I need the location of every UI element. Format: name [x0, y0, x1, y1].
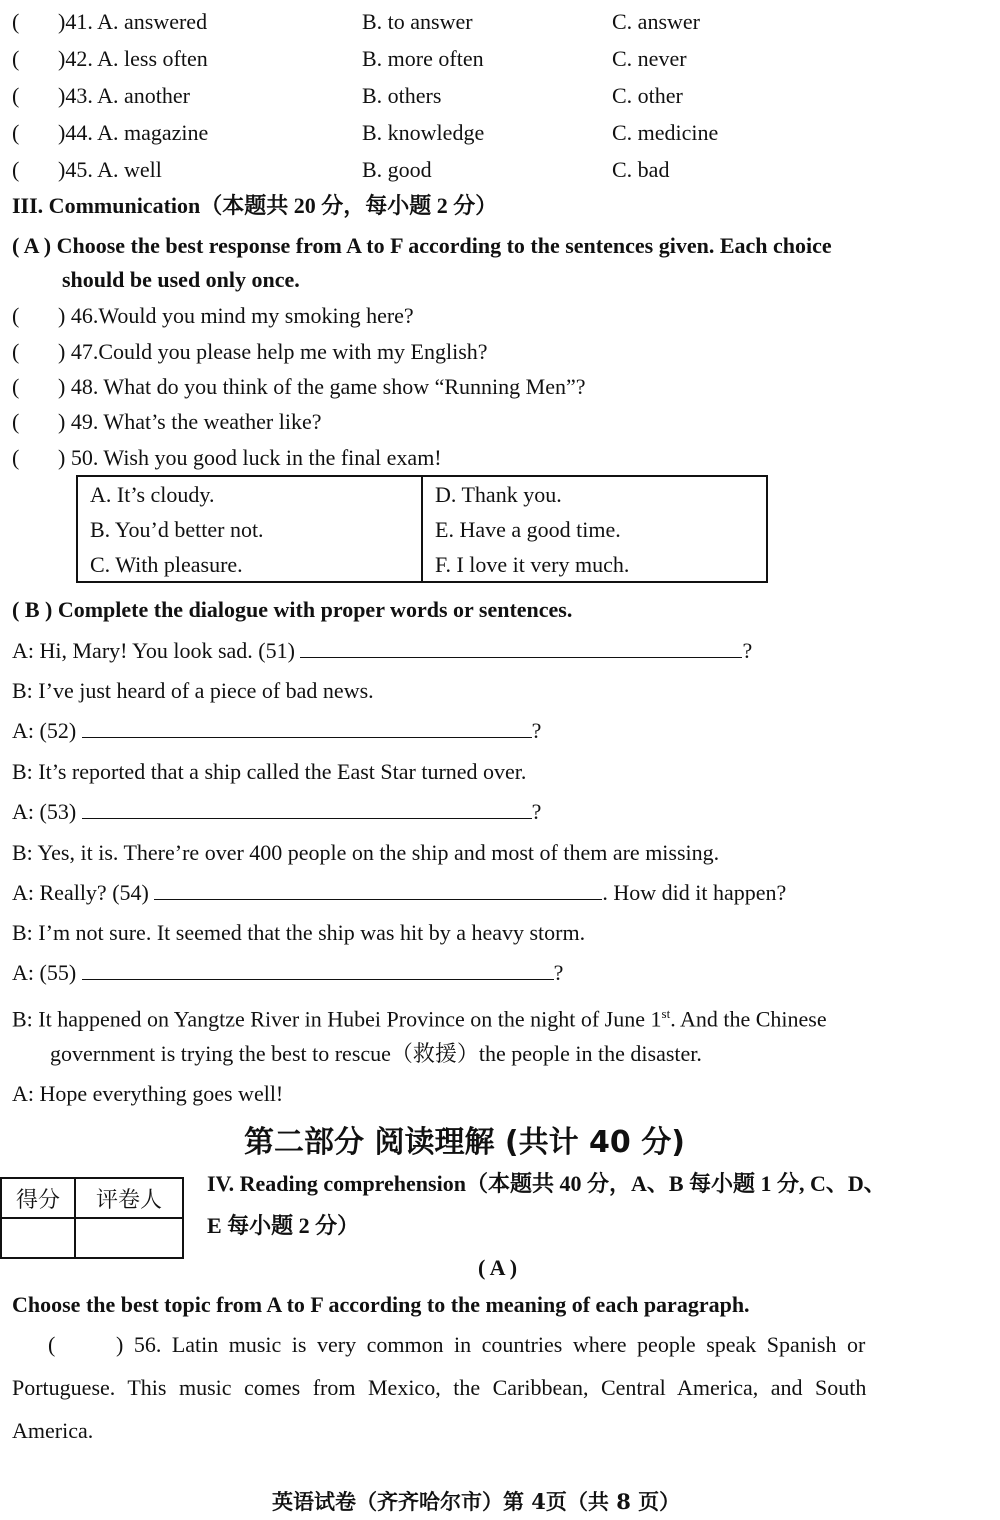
part-b-instruction: ( B ) Complete the dialogue with proper words or sentences.: [12, 597, 573, 622]
dialogue-line: A: Hope everything goes well!: [12, 1081, 284, 1106]
ordinal-suffix: st: [661, 1006, 671, 1021]
mc-paren: (: [12, 157, 20, 182]
dialogue-line-cont: government is trying the best to rescue（救援）the people in the disaster.: [50, 1041, 702, 1066]
question-paren: (: [12, 303, 20, 328]
mc-option-c: C. medicine: [612, 120, 719, 145]
section-4-title: IV. Reading comprehension（本题共 40 分，A、B 每小题 1 分, C、D、: [207, 1171, 886, 1196]
mc-option-a: )43. A. another: [58, 83, 190, 108]
mc-paren: (: [12, 46, 20, 71]
answer-blank-55[interactable]: [82, 959, 554, 980]
paragraph-56-line: ) 56. Latin music is very common in countries where people speak Spanish or: [116, 1332, 866, 1357]
section-3-title: III. Communication（本题共 20 分，每小题 2 分）: [12, 193, 498, 218]
question-paren: (: [12, 339, 20, 364]
section-4-title-cont: E 每小题 2 分）: [207, 1213, 360, 1238]
grader-cell[interactable]: [75, 1218, 183, 1258]
question-text: ) 46.Would you mind my smoking here?: [58, 303, 414, 328]
option-item: C. With pleasure.: [90, 552, 243, 577]
dialogue-line-51: [12, 637, 752, 665]
option-item: F. I love it very much.: [435, 552, 630, 577]
dialogue-prompt: A: Hi, Mary! You look sad. (51): [12, 638, 295, 663]
dialogue-line-52: [12, 717, 541, 745]
score-table: [0, 1177, 184, 1259]
dialogue-text: B: It happened on Yangtze River in Hubei Province on the night of June 1: [12, 1006, 662, 1032]
options-divider: [421, 475, 423, 581]
reading-instruction: Choose the best topic from A to F according to the meaning of each paragraph.: [12, 1292, 750, 1317]
grader-header: 评卷人: [75, 1178, 183, 1218]
mc-option-a: )42. A. less often: [58, 46, 208, 71]
dialogue-text: . And the Chinese: [670, 1006, 827, 1032]
option-item: A. It’s cloudy.: [90, 482, 215, 507]
dialogue-line-54: [12, 879, 786, 907]
dialogue-line: B: It’s reported that a ship called the East Star turned over.: [12, 759, 527, 784]
mc-option-b: B. others: [362, 83, 442, 108]
dialogue-end: . How did it happen?: [602, 880, 787, 905]
answer-blank-54[interactable]: [154, 879, 602, 900]
score-cell[interactable]: [1, 1218, 75, 1258]
mc-option-c: C. answer: [612, 9, 700, 34]
question-text: ) 47.Could you please help me with my English?: [58, 339, 488, 364]
dialogue-end: ?: [742, 638, 753, 663]
question-paren: (: [12, 409, 20, 434]
score-header: 得分: [1, 1178, 75, 1218]
question-text: ) 50. Wish you good luck in the final exam!: [58, 445, 442, 470]
dialogue-line: B: I’m not sure. It seemed that the ship was hit by a heavy storm.: [12, 920, 586, 945]
dialogue-line: B: Yes, it is. There’re over 400 people on the ship and most of them are missing.: [12, 840, 720, 865]
option-item: D. Thank you.: [435, 482, 562, 507]
dialogue-prompt: A: (55): [12, 960, 77, 985]
part-a-instruction: ( A ) Choose the best response from A to F according to the sentences given. Each choice: [12, 233, 832, 258]
option-item: E. Have a good time.: [435, 517, 621, 542]
mc-option-c: C. never: [612, 46, 687, 71]
mc-paren: (: [12, 83, 20, 108]
mc-paren: (: [12, 120, 20, 145]
dialogue-line: B: I’ve just heard of a piece of bad news.: [12, 678, 374, 703]
question-paren: (: [12, 445, 20, 470]
dialogue-end: ?: [531, 799, 542, 824]
dialogue-end: ?: [531, 718, 542, 743]
dialogue-end: ?: [553, 960, 564, 985]
dialogue-prompt: A: Really? (54): [12, 880, 149, 905]
mc-option-a: )41. A. answered: [58, 9, 208, 34]
dialogue-prompt: A: (53): [12, 799, 77, 824]
mc-option-a: )45. A. well: [58, 157, 162, 182]
question-paren: (: [12, 374, 20, 399]
reading-part-a-label: ( A ): [478, 1255, 518, 1280]
option-item: B. You’d better not.: [90, 517, 264, 542]
dialogue-prompt: A: (52): [12, 718, 77, 743]
mc-option-a: )44. A. magazine: [58, 120, 209, 145]
dialogue-line-55: [12, 959, 563, 987]
mc-option-b: B. knowledge: [362, 120, 485, 145]
question-text: ) 48. What do you think of the game show “Running Men”?: [58, 374, 586, 399]
answer-blank-51[interactable]: [300, 637, 742, 658]
part-2-title: 第二部分 阅读理解 (共计 40 分): [244, 1125, 685, 1160]
answer-blank-53[interactable]: [82, 798, 532, 819]
mc-option-b: B. good: [362, 157, 432, 182]
mc-option-b: B. more often: [362, 46, 484, 71]
paragraph-56-line: Portuguese. This music comes from Mexico, the Caribbean, Central America, and South: [12, 1375, 867, 1400]
question-text: ) 49. What’s the weather like?: [58, 409, 322, 434]
question-paren: (: [48, 1332, 56, 1357]
mc-option-c: C. bad: [612, 157, 670, 182]
mc-option-b: B. to answer: [362, 9, 473, 34]
part-a-instruction-cont: should be used only once.: [62, 267, 300, 292]
mc-paren: (: [12, 9, 20, 34]
mc-option-c: C. other: [612, 83, 683, 108]
dialogue-line-53: [12, 798, 541, 826]
dialogue-line: [12, 1000, 988, 1033]
page-footer: 英语试卷（齐齐哈尔市）第 4页（共 8 页）: [272, 1489, 681, 1514]
paragraph-56-line: America.: [12, 1418, 94, 1443]
answer-blank-52[interactable]: [82, 717, 532, 738]
